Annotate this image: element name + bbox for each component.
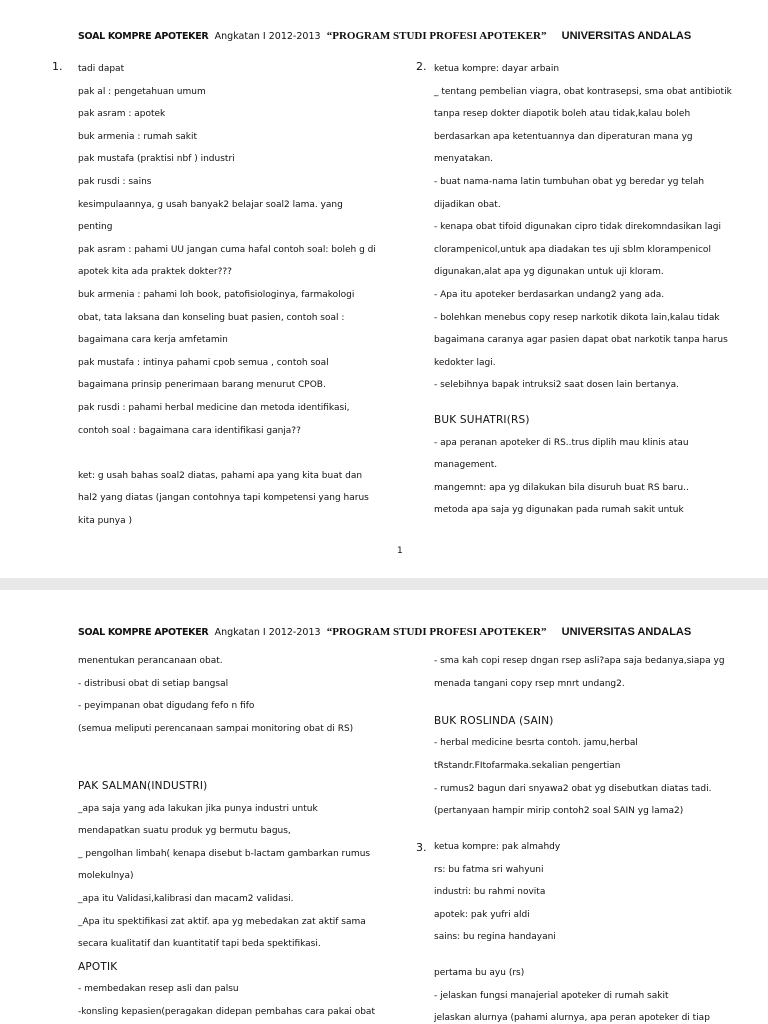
text-line: tanpa resep dokter diapotik boleh atau tidak,kalau boleh: [434, 109, 691, 120]
page1-left-column: [78, 58, 376, 532]
text-line: sains: bu regina handayani: [434, 932, 556, 943]
text-line: menyatakan.: [434, 154, 494, 165]
text-line: rs: bu fatma sri wahyuni: [434, 864, 544, 875]
section-heading: APOTIK: [78, 960, 118, 973]
page1-right-column: [434, 58, 732, 522]
text-line: metoda apa saja yg digunakan pada rumah sakit untuk: [434, 505, 684, 516]
text-line: obat, tata laksana dan konseling buat pasien, contoh soal :: [78, 312, 345, 323]
text-line: pak mustafa (praktisi nbf ) industri: [78, 154, 235, 165]
text-line: molekulnya): [78, 871, 134, 882]
section-heading: BUK SUHATRI(RS): [434, 413, 530, 426]
text-line: clorampenicol,untuk apa diadakan tes uji sblm klorampenicol: [434, 244, 711, 255]
text-line: secara kualitatif dan kuantitatif tapi beda spektifikasi.: [78, 939, 321, 950]
text-line: - distribusi obat di setiap bangsal: [78, 678, 229, 689]
text-line: - Apa itu apoteker berdasarkan undang2 yang ada.: [434, 289, 665, 300]
text-line: menada tangani copy rsep mnrt undang2.: [434, 678, 625, 689]
text-line: pak asram : pahami UU jangan cuma hafal contoh soal: boleh g di: [78, 244, 376, 255]
text-line: bagaimana caranya agar pasien dapat obat narkotik tanpa harus: [434, 335, 728, 346]
text-line: pak rusdi : sains: [78, 176, 152, 187]
spacer: [434, 949, 710, 962]
text-line: - buat nama-nama latin tumbuhan obat yg beredar yg telah: [434, 176, 705, 187]
text-line: industri: bu rahmi novita: [434, 887, 546, 898]
text-line: jelaskan alurnya (pahami alurnya, apa peran apoteker di tiap: [434, 1013, 710, 1024]
text-line: - rumus2 bagun dari snyawa2 obat yg disebutkan diatas tadi.: [434, 783, 712, 794]
text-line: -konsling kepasien(peragakan didepan pembahas cara pakai obat: [78, 1006, 375, 1017]
text-line: _apa saja yang ada lakukan jika punya industri untuk: [78, 803, 318, 814]
header-title-d: UNIVERSITAS ANDALAS: [561, 626, 692, 638]
text-line: contoh soal : bagaimana cara identifikasi ganja??: [78, 425, 301, 436]
text-line: _ tentang pembelian viagra, obat kontrasepsi, sma obat antibiotik: [434, 86, 732, 97]
text-line: - apa peranan apoteker di RS..trus diplih mau klinis atau: [434, 437, 689, 448]
header-title-a: SOAL KOMPRE APOTEKER: [78, 627, 209, 638]
text-line: [78, 442, 376, 465]
header-title-d: UNIVERSITAS ANDALAS: [561, 30, 692, 42]
text-line: - selebihnya bapak intruksi2 saat dosen lain bertanya.: [434, 380, 679, 391]
text-line: mendapatkan suatu produk yg bermutu bagus,: [78, 826, 291, 837]
text-line: (semua meliputi perencanaan sampai monitoring obat di RS): [78, 723, 354, 734]
page-header: [78, 626, 691, 638]
page2-right-column-b: [434, 836, 710, 1024]
text-line: tRstandr.FItofarmaka.sekalian pengertian: [434, 760, 621, 771]
text-line: - membedakan resep asli dan palsu: [78, 984, 239, 995]
section-number-3: 3.: [416, 841, 427, 854]
text-line: management.: [434, 460, 498, 471]
text-line: - kenapa obat tifoid digunakan cipro tidak direkomndasikan lagi: [434, 222, 721, 233]
text-line: _Apa itu spektifikasi zat aktif. apa yg mebedakan zat aktif sama: [78, 916, 366, 927]
page2-right-column: [434, 650, 725, 823]
section-heading: BUK ROSLINDA (SAIN): [434, 714, 554, 727]
page-number: 1: [397, 546, 403, 556]
document-page-2: [0, 590, 768, 1024]
text-line: ketua kompre: dayar arbain: [434, 64, 560, 74]
text-line: kita punya ): [78, 515, 132, 526]
section-heading: PAK SALMAN(INDUSTRI): [78, 779, 208, 792]
header-title-c: “PROGRAM STUDI PROFESI APOTEKER”: [326, 626, 547, 638]
text-line: bagaimana prinsip penerimaan barang menurut CPOB.: [78, 380, 326, 391]
text-line: pak al : pengetahuan umum: [78, 86, 206, 97]
text-line: pak mustafa : intinya pahami cpob semua , contoh soal: [78, 357, 329, 368]
text-line: (pertanyaan hampir mirip contoh2 soal SAIN yg lama2): [434, 806, 684, 817]
text-line: ketua kompre: pak almahdy: [434, 842, 561, 852]
text-line: bagaimana cara kerja amfetamin: [78, 335, 228, 346]
text-line: pak rusdi : pahami herbal medicine dan metoda identifikasi,: [78, 402, 350, 413]
text-line: [78, 740, 375, 763]
text-line: - jelaskan fungsi manajerial apoteker di rumah sakit: [434, 990, 669, 1001]
text-line: penting: [78, 222, 113, 233]
section-number-1: 1.: [52, 60, 63, 73]
text-line: berdasarkan apa ketentuannya dan diperaturan mana yg: [434, 131, 693, 142]
text-line: hal2 yang diatas (jangan contohnya tapi kompetensi yang harus: [78, 493, 369, 504]
text-line: _ pengolhan limbah( kenapa disebut b-lactam gambarkan rumus: [78, 848, 371, 859]
text-line: buk armenia : pahami loh book, patofisiologinya, farmakologi: [78, 289, 355, 300]
text-line: - peyimpanan obat digudang fefo n fifo: [78, 701, 255, 712]
text-line: mangemnt: apa yg dilakukan bila disuruh buat RS baru..: [434, 482, 689, 493]
text-line: dijadikan obat.: [434, 199, 501, 210]
text-line: - bolehkan menebus copy resep narkotik dikota lain,kalau tidak: [434, 312, 720, 323]
text-line: buk armenia : rumah sakit: [78, 131, 198, 142]
header-title-c: “PROGRAM STUDI PROFESI APOTEKER”: [326, 30, 547, 42]
text-line: - herbal medicine besrta contoh. jamu,herbal: [434, 738, 638, 749]
text-line: pak asram : apotek: [78, 109, 166, 120]
text-line: ket: g usah bahas soal2 diatas, pahami apa yang kita buat dan: [78, 470, 363, 481]
text-line: apotek kita ada praktek dokter???: [78, 267, 232, 278]
text-line: kesimpulaannya, g usah banyak2 belajar soal2 lama. yang: [78, 199, 343, 210]
text-line: kedokter lagi.: [434, 357, 496, 368]
page2-left-column: [78, 650, 375, 1024]
text-line: digunakan,alat apa yg digunakan untuk uji kloram.: [434, 267, 664, 278]
text-line: tadi dapat: [78, 64, 125, 74]
page-header: [78, 30, 691, 42]
header-title-a: SOAL KOMPRE APOTEKER: [78, 31, 209, 42]
header-title-b: Angkatan I 2012-2013: [214, 31, 321, 42]
section-number-2: 2.: [416, 60, 427, 73]
text-line: _apa itu Validasi,kalibrasi dan macam2 validasi.: [78, 893, 294, 904]
text-line: pertama bu ayu (rs): [434, 967, 525, 978]
text-line: menentukan perancanaan obat.: [78, 656, 223, 666]
header-title-b: Angkatan I 2012-2013: [214, 627, 321, 638]
text-line: apotek: pak yufri aldi: [434, 909, 530, 920]
text-line: - sma kah copi resep dngan rsep asli?apa saja bedanya,siapa yg: [434, 656, 725, 666]
